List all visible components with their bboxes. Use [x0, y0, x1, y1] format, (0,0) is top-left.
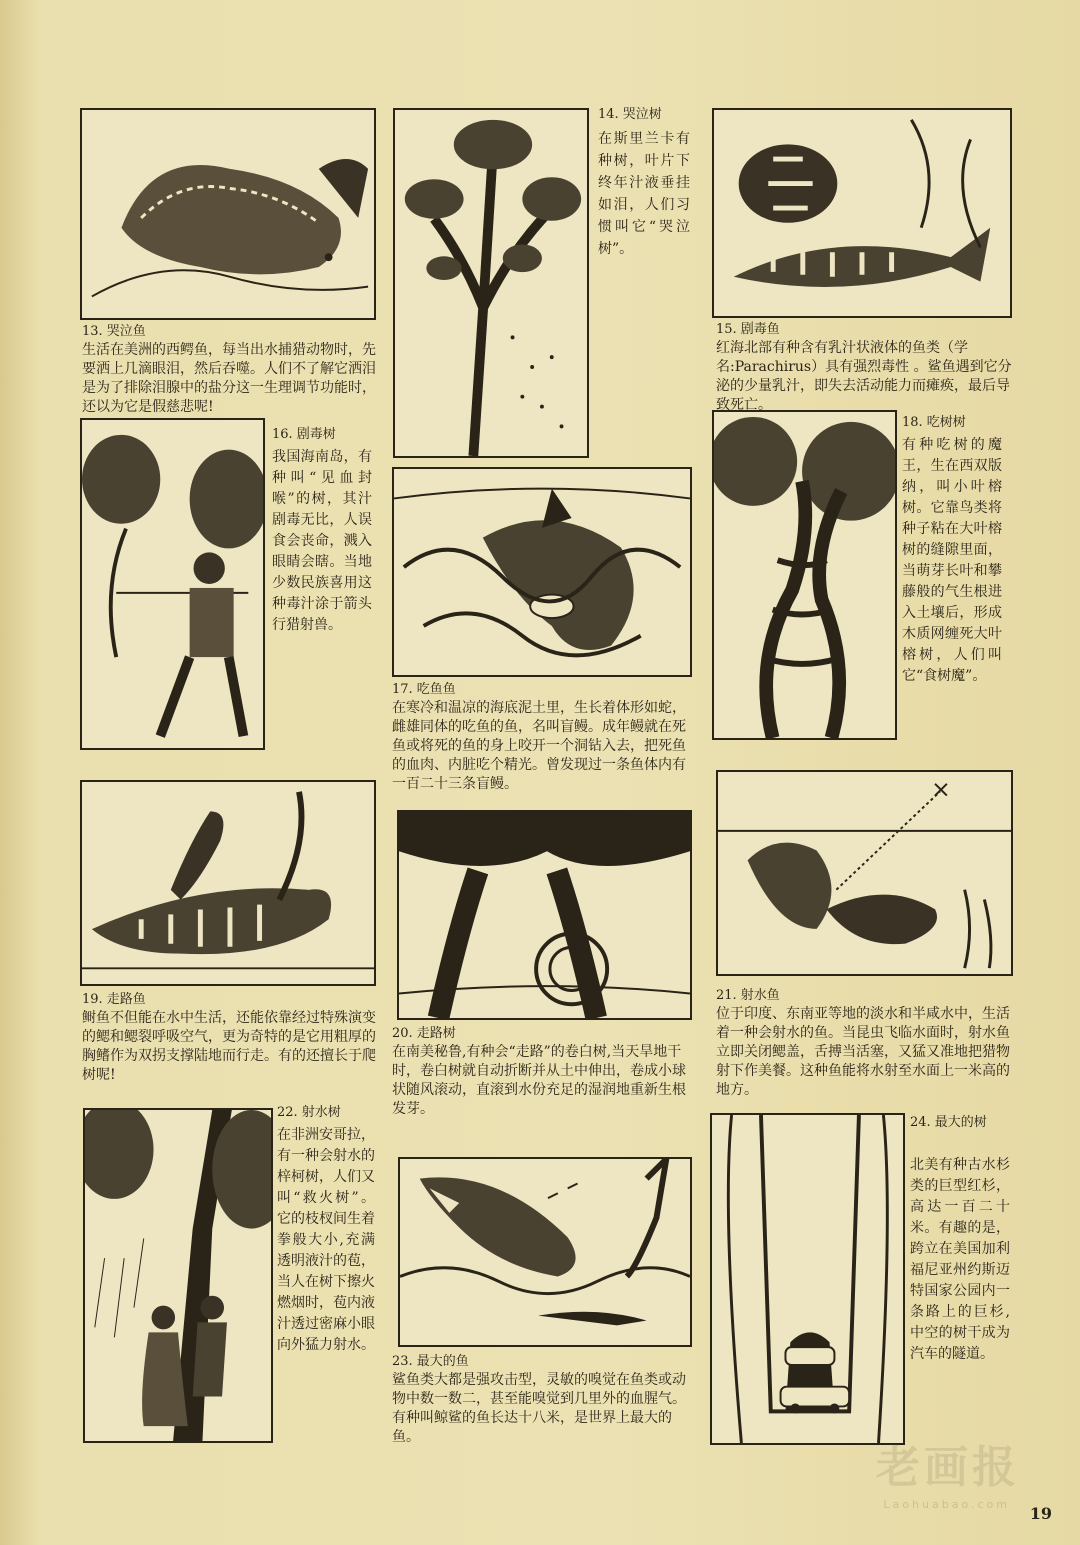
item-19-caption: [82, 990, 382, 1085]
illustration-archer-fish: [716, 770, 1013, 976]
item-14-text: 在斯里兰卡有种树，叶片下终年汁液垂挂如泪，人们习惯叫它“哭泣树”。: [598, 131, 690, 257]
item-20-text: 在南美秘鲁,有种会“走路”的卷白树,当天旱地干时，卷白树就自动折断并从土中伸出，卷成小球状随风滚动，直滚到水份充足的湿润地重新生根发芽。: [392, 1044, 686, 1117]
item-16-caption: [272, 424, 372, 636]
item-17-text: 在寒冷和温凉的海底泥土里，生长着体形如蛇，雌雄同体的吃鱼的鱼，名叫盲鳗。成年鳗就在死鱼或将死的鱼的身上咬开一个洞钻入去，把死鱼的血肉、内脏吃个精光。曾发现过一条鱼体内有一百二十三条盲鳗。: [392, 700, 686, 792]
illustration-shark: [398, 1157, 692, 1347]
illustration-walking-fish: [80, 780, 376, 986]
item-14-caption: [598, 104, 690, 260]
item-17-caption: [392, 680, 692, 794]
item-21-caption: [716, 986, 1016, 1100]
item-16-title: 16. 剧毒树: [272, 427, 336, 442]
item-19-text: 鲥鱼不但能在水中生活，还能依靠经过特殊演变的鳃和鳃裂呼吸空气，更为奇特的是它用粗厚的胸鳍作为双拐支撑陆地而行走。有的还擅长于爬树呢!: [82, 1010, 376, 1083]
watermark-logo: 老画报: [876, 1442, 1020, 1493]
illustration-archer: [80, 418, 265, 750]
item-22-text: 在非洲安哥拉，有一种会射水的梓柯树，人们又叫“救火树”。它的枝杈间生着拳般大小,充满透明液汁的苞，当人在树下擦火燃烟时，苞内液汁透过密麻小眼向外猛力射水。: [277, 1127, 375, 1353]
item-15-title: 15. 剧毒鱼: [716, 322, 780, 337]
item-18-caption: [902, 412, 1002, 687]
item-23-caption: [392, 1352, 692, 1447]
item-13-caption: [82, 322, 382, 417]
item-13-title: 13. 哭泣鱼: [82, 324, 146, 339]
item-15-caption: [716, 320, 1016, 415]
item-18-title: 18. 吃树树: [902, 415, 966, 430]
item-16-text: 我国海南岛，有种叫“见血封喉”的树，其汁剧毒无比，人误食会丧命，溅入眼睛会瞎。当地少数民族喜用这种毒汁涂于箭头行猎射兽。: [272, 449, 372, 633]
item-24-text: 北美有种古水杉类的巨型红杉，高达一百二十米。有趣的是，跨立在美国加利福尼亚州约斯迈特国家公园内一条路上的巨杉,中空的树干成为汽车的隧道。: [910, 1157, 1010, 1362]
item-21-text: 位于印度、东南亚等地的淡水和半咸水中，生活着一种会射水的鱼。当昆虫飞临水面时，射水鱼立即关闭鳃盖，舌搏当活塞，又猛又准地把猎物射下作美餐。这种鱼能将水射至水面上一米高的地方。: [716, 1006, 1010, 1098]
item-13-text: 生活在美洲的西鳄鱼，每当出水捕猎动物时，先要洒上几滴眼泪，然后吞噬。人们不了解它洒泪是为了排除泪腺中的盐分这一生理调节功能时，还以为它是假慈悲呢!: [82, 342, 376, 415]
item-18-text: 有种吃树的魔王，生在西双版纳，叫小叶榕树。它靠鸟类将种子粘在大叶榕树的缝隙里面，当萌芽长叶和攀藤般的气生根进入土壤后，形成木质网缠死大叶榕树，人们叫它“食树魔”。: [902, 437, 1002, 684]
illustration-hagfish: [392, 467, 692, 677]
illustration-weeping-tree: [393, 108, 589, 458]
item-15-text: 红海北部有种含有乳汁状液体的鱼类（学名:Parachirus）具有强烈毒性 。鲨鱼遇到它分泌的少量乳汁，即失去活动能力而瘫痪，最后导致死亡。: [716, 340, 1012, 413]
item-21-title: 21. 射水鱼: [716, 988, 780, 1003]
item-24-title: 24. 最大的树: [910, 1115, 987, 1130]
item-23-title: 23. 最大的鱼: [392, 1354, 469, 1369]
item-14-title: 14. 哭泣树: [598, 107, 662, 122]
page-number: 19: [1029, 1504, 1052, 1523]
illustration-walking-tree: [397, 810, 692, 1020]
item-23-text: 鲨鱼类大都是强攻击型，灵敏的嗅觉在鱼类或动物中数一数二，甚至能嗅觉到几里外的血腥气。有种叫鲸鲨的鱼长达十八米，是世界上最大的鱼。: [392, 1372, 686, 1445]
item-17-title: 17. 吃鱼鱼: [392, 682, 456, 697]
item-20-title: 20. 走路树: [392, 1026, 456, 1041]
watermark-url: Laohuabao.com: [883, 1498, 1010, 1511]
item-20-caption: [392, 1024, 692, 1119]
illustration-crocodile: [80, 108, 376, 320]
item-19-title: 19. 走路鱼: [82, 992, 146, 1007]
illustration-fire-tree: [83, 1108, 273, 1443]
illustration-poison-fish: [712, 108, 1012, 318]
item-22-caption: [277, 1102, 375, 1356]
item-24-caption: [910, 1112, 1010, 1365]
item-22-title: 22. 射水树: [277, 1105, 341, 1120]
illustration-redwood: [710, 1113, 905, 1445]
illustration-strangler-fig: [712, 410, 897, 740]
